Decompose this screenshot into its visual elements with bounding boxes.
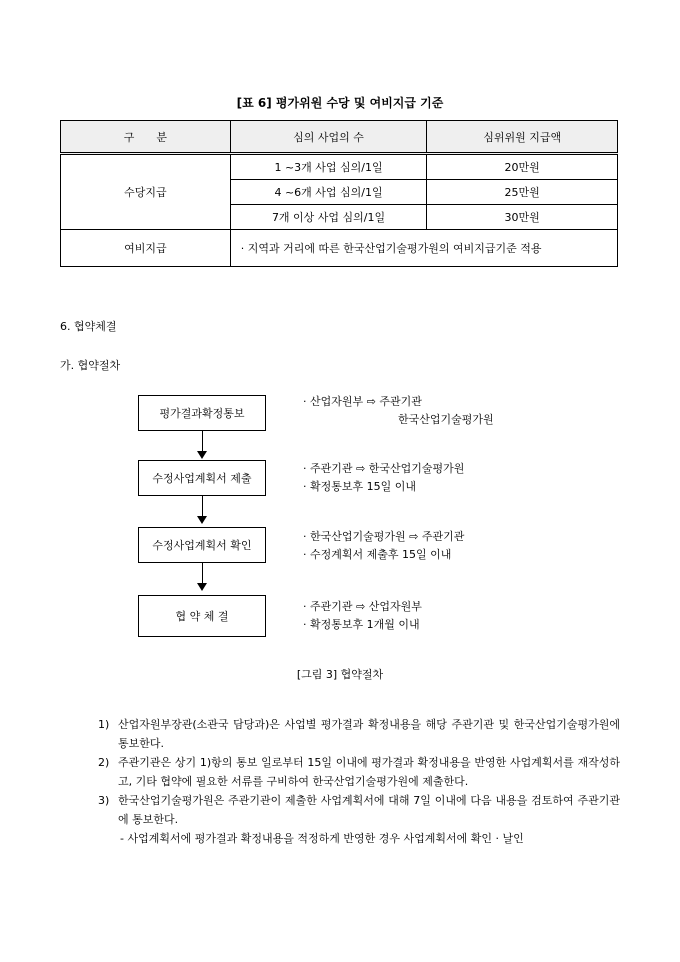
- table-row: [61, 154, 618, 180]
- travel-label: 여비지급: [61, 230, 231, 267]
- allowance-label: 수당지급: [61, 154, 231, 230]
- flow-step-note: · 한국산업기술평가원 ⇨ 주관기관 · 수정계획서 제출후 15일 이내: [303, 530, 465, 561]
- section-subheading: 가. 협약절차: [60, 359, 121, 372]
- down-arrow-icon: [197, 583, 207, 591]
- amount-cell: 30만원: [427, 205, 618, 230]
- down-arrow-icon: [197, 451, 207, 459]
- header-amount: 심위위원 지급액: [427, 121, 618, 154]
- amount-cell: 25만원: [427, 180, 618, 205]
- flow-step-box: 평가결과확정통보: [138, 395, 266, 431]
- flow-connector: [202, 431, 203, 451]
- list-item: 1) 산업자원부장관(소관국 담당과)은 사업별 평가결과 확정내용을 해당 주관기관 및 한국산업기술평가원에 통보한다.: [98, 718, 620, 750]
- count-cell: 1 ~3개 사업 심의/1일: [230, 154, 427, 180]
- count-cell: 4 ~6개 사업 심의/1일: [230, 180, 427, 205]
- procedure-list: [98, 715, 620, 848]
- flow-step-box: 수정사업계획서 확인: [138, 527, 266, 563]
- table-header-row: [61, 121, 618, 154]
- header-category: 구 분: [61, 121, 231, 154]
- flow-step-note: · 산업자원부 ⇨ 주관기관 한국산업기술평가원: [303, 395, 494, 426]
- list-item: 3) 한국산업기술평가원은 주관기관이 제출한 사업계획서에 대해 7일 이내에 다음 내용을 검토하여 주관기관에 통보한다.: [98, 794, 620, 826]
- header-count: 심의 사업의 수: [230, 121, 427, 154]
- flow-step-note: · 주관기관 ⇨ 한국산업기술평가원 · 확정통보후 15일 이내: [303, 462, 465, 493]
- table-title: [표 6] 평가위원 수당 및 여비지급 기준: [236, 96, 444, 110]
- sub-item: - 사업계획서에 평가결과 확정내용을 적정하게 반영한 경우 사업계획서에 확인 · 날인: [120, 832, 524, 845]
- list-item: 2) 주관기관은 상기 1)항의 통보 일로부터 15일 이내에 평가결과 확정내용을 반영한 사업계획서를 재작성하고, 기타 협약에 필요한 서류를 구비하여 한국산업기술평가원에 제출한다.: [98, 756, 620, 788]
- count-cell: 7개 이상 사업 심의/1일: [230, 205, 427, 230]
- figure-caption: [그림 3] 협약절차: [296, 668, 384, 681]
- table-row: [61, 230, 618, 267]
- flow-step-box: 협 약 체 결: [138, 595, 266, 637]
- allowance-table: [60, 120, 618, 267]
- flow-step-note: · 주관기관 ⇨ 산업자원부 · 확정통보후 1개월 이내: [303, 600, 422, 631]
- down-arrow-icon: [197, 516, 207, 524]
- travel-note: · 지역과 거리에 따른 한국산업기술평가원의 여비지급기준 적용: [230, 230, 617, 267]
- flow-connector: [202, 563, 203, 583]
- flow-connector: [202, 496, 203, 516]
- flow-step-box: 수정사업계획서 제출: [138, 460, 266, 496]
- amount-cell: 20만원: [427, 154, 618, 180]
- section-heading: 6. 협약체결: [60, 320, 117, 333]
